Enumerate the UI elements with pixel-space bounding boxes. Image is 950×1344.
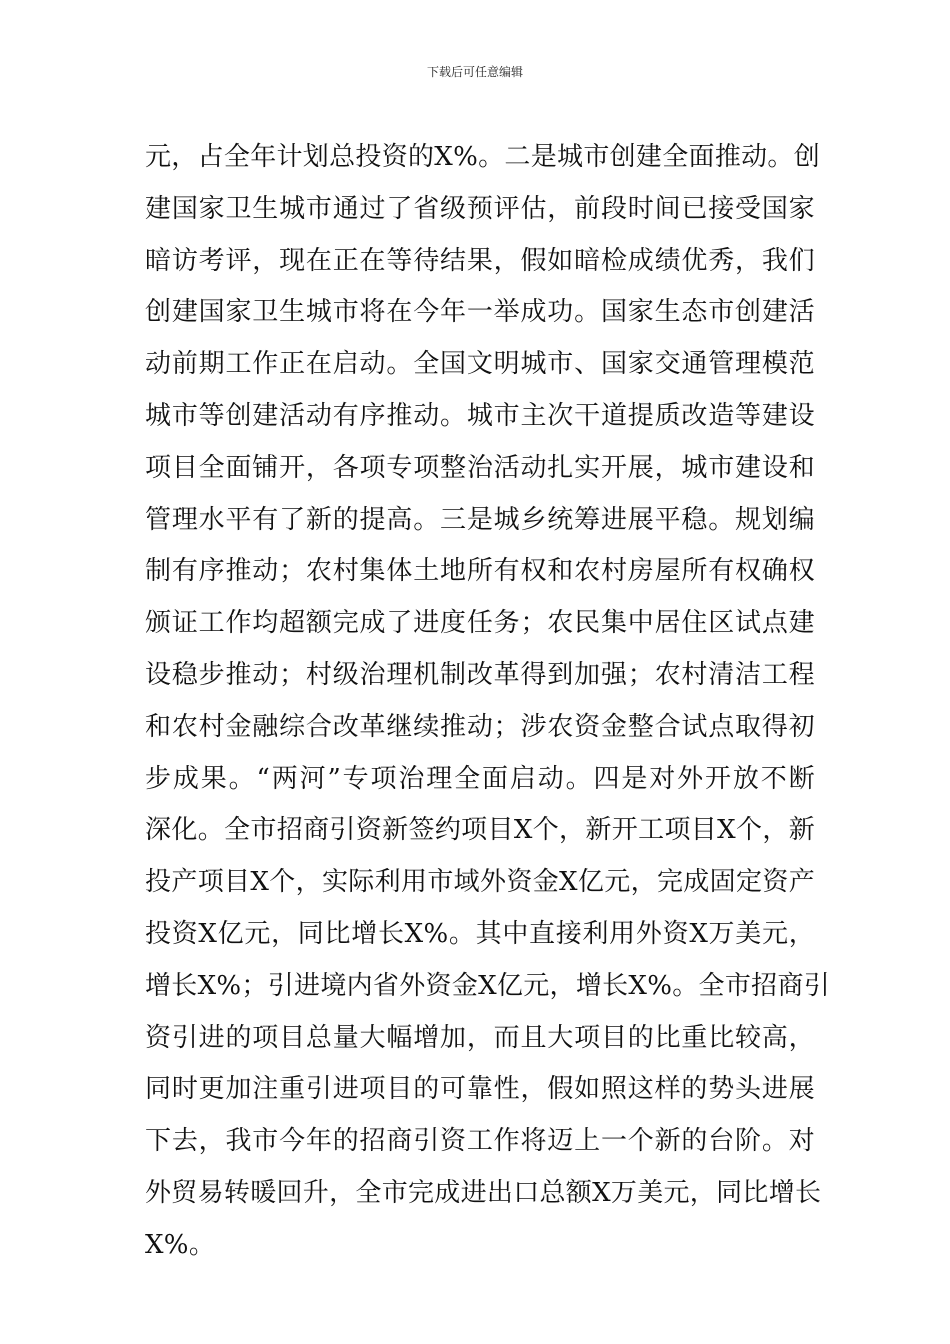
text-line: 元，占全年计划总投资的X%。二是城市创建全面推动。创 (145, 142, 821, 172)
text-line: 步成果。“两河”专项治理全面启动。四是对外开放不断 (145, 763, 815, 794)
text-line: 项目全面铺开，各项专项整治活动扎实开展，城市建设和 (145, 452, 815, 483)
text-line: 深化。全市招商引资新签约项目X个，新开工项目X个，新 (145, 815, 815, 846)
text-line: 动前期工作正在启动。全国文明城市、国家交通管理模范 (145, 349, 815, 380)
text-line: 建国家卫生城市通过了省级预评估，前段时间已接受国家 (145, 193, 815, 224)
text-line: 颁证工作均超额完成了进度任务；农民集中居住区试点建 (145, 608, 815, 639)
page-header: 下载后可任意编辑 (426, 65, 523, 79)
text-line-last: X%。 (145, 1229, 216, 1260)
text-line: 暗访考评，现在正在等待结果，假如暗检成绩优秀，我们 (145, 245, 815, 276)
text-line: 投产项目X个，实际利用市域外资金X亿元，完成固定资产 (145, 867, 815, 898)
text-line: 外贸易转暖回升，全市完成进出口总额X万美元，同比增长 (145, 1177, 822, 1208)
text-line: 管理水平有了新的提高。三是城乡统筹进展平稳。规划编 (145, 504, 815, 535)
text-line: 投资X亿元，同比增长X%。其中直接利用外资X万美元， (145, 918, 815, 949)
text-line: 同时更加注重引进项目的可靠性，假如照这样的势头进展 (145, 1074, 815, 1105)
text-line: 下去，我市今年的招商引资工作将迈上一个新的台阶。对 (145, 1126, 815, 1157)
text-line: 和农村金融综合改革继续推动；涉农资金整合试点取得初 (145, 711, 815, 742)
text-line: 城市等创建活动有序推动。城市主次干道提质改造等建设 (145, 400, 815, 431)
text-line: 增长X%；引进境内省外资金X亿元，增长X%。全市招商引 (145, 970, 831, 1001)
text-line: 制有序推动；农村集体土地所有权和农村房屋所有权确权 (145, 556, 815, 587)
text-line: 资引进的项目总量大幅增加，而且大项目的比重比较高， (145, 1022, 815, 1053)
document-body (145, 132, 831, 1272)
text-line: 设稳步推动；村级治理机制改革得到加强；农村清洁工程 (145, 659, 815, 690)
text-line: 创建国家卫生城市将在今年一举成功。国家生态市创建活 (145, 297, 815, 328)
